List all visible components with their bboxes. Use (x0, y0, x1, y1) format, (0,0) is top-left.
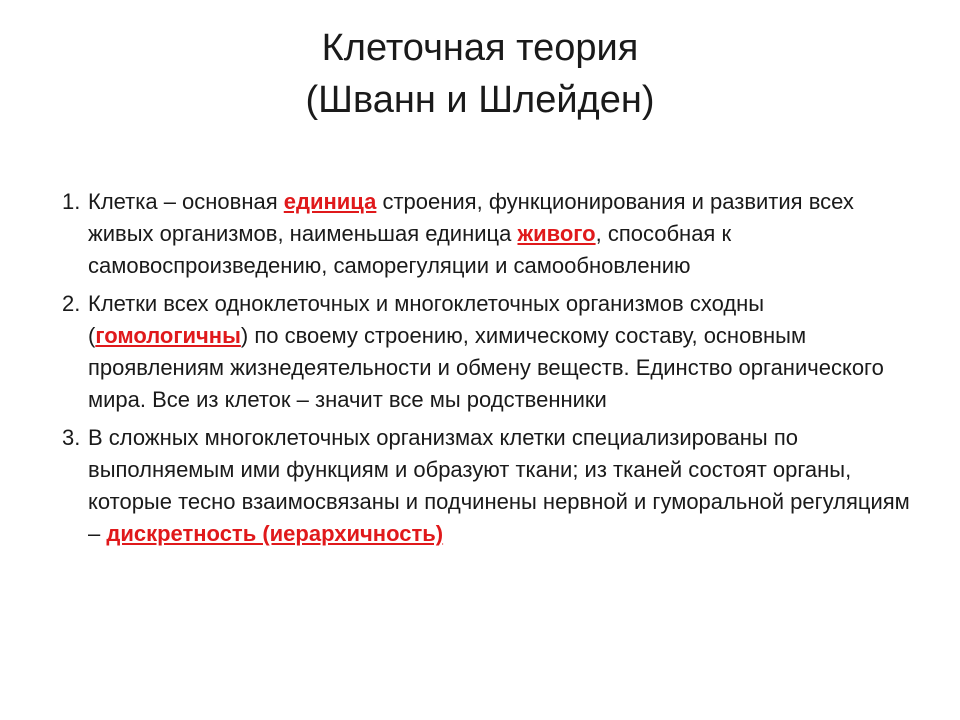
slide-title-line-1: Клеточная теория (321, 27, 639, 69)
list-item-text: Клетка – основная (88, 189, 284, 214)
list-item-text: строения, функционирования и развития всех живых организмов, наименьшая единица (88, 189, 854, 246)
list-item-text: , способная к самовоспроизведению, саморегуляции и самообновлению (88, 221, 732, 278)
list-item-number: 1. (62, 189, 81, 214)
list-item-2 (62, 288, 912, 416)
list-item-3 (62, 422, 912, 550)
highlighted-term: гомологичны (95, 323, 241, 348)
slide-title-line-2: (Шванн и Шлейден) (305, 79, 655, 121)
highlighted-term: живого (517, 221, 596, 246)
list-item-number: 3. (62, 425, 81, 450)
highlighted-term: дискретность (иерархичность) (106, 521, 444, 546)
highlighted-term: единица (283, 189, 377, 214)
list-item-text: Клетки всех одноклеточных и многоклеточных организмов сходны ( (88, 291, 765, 348)
slide-title (0, 22, 960, 126)
list-item-text: ) по своему строению, химическому составу, основным проявлениям жизнедеятельности и обмену веществ. Единство органического мира. Все из клеток – значит все мы родственники (88, 323, 884, 412)
list-item-number: 2. (62, 291, 81, 316)
list-item-text: В сложных многоклеточных организмах клетки специализированы по выполняемым ими функциям и образуют ткани; из тканей состоят органы, которые тесно взаимосвязаны и подчинены нервной и гуморальной регуляциям – (88, 425, 910, 546)
list-item-1 (62, 186, 912, 282)
numbered-list (62, 186, 912, 556)
